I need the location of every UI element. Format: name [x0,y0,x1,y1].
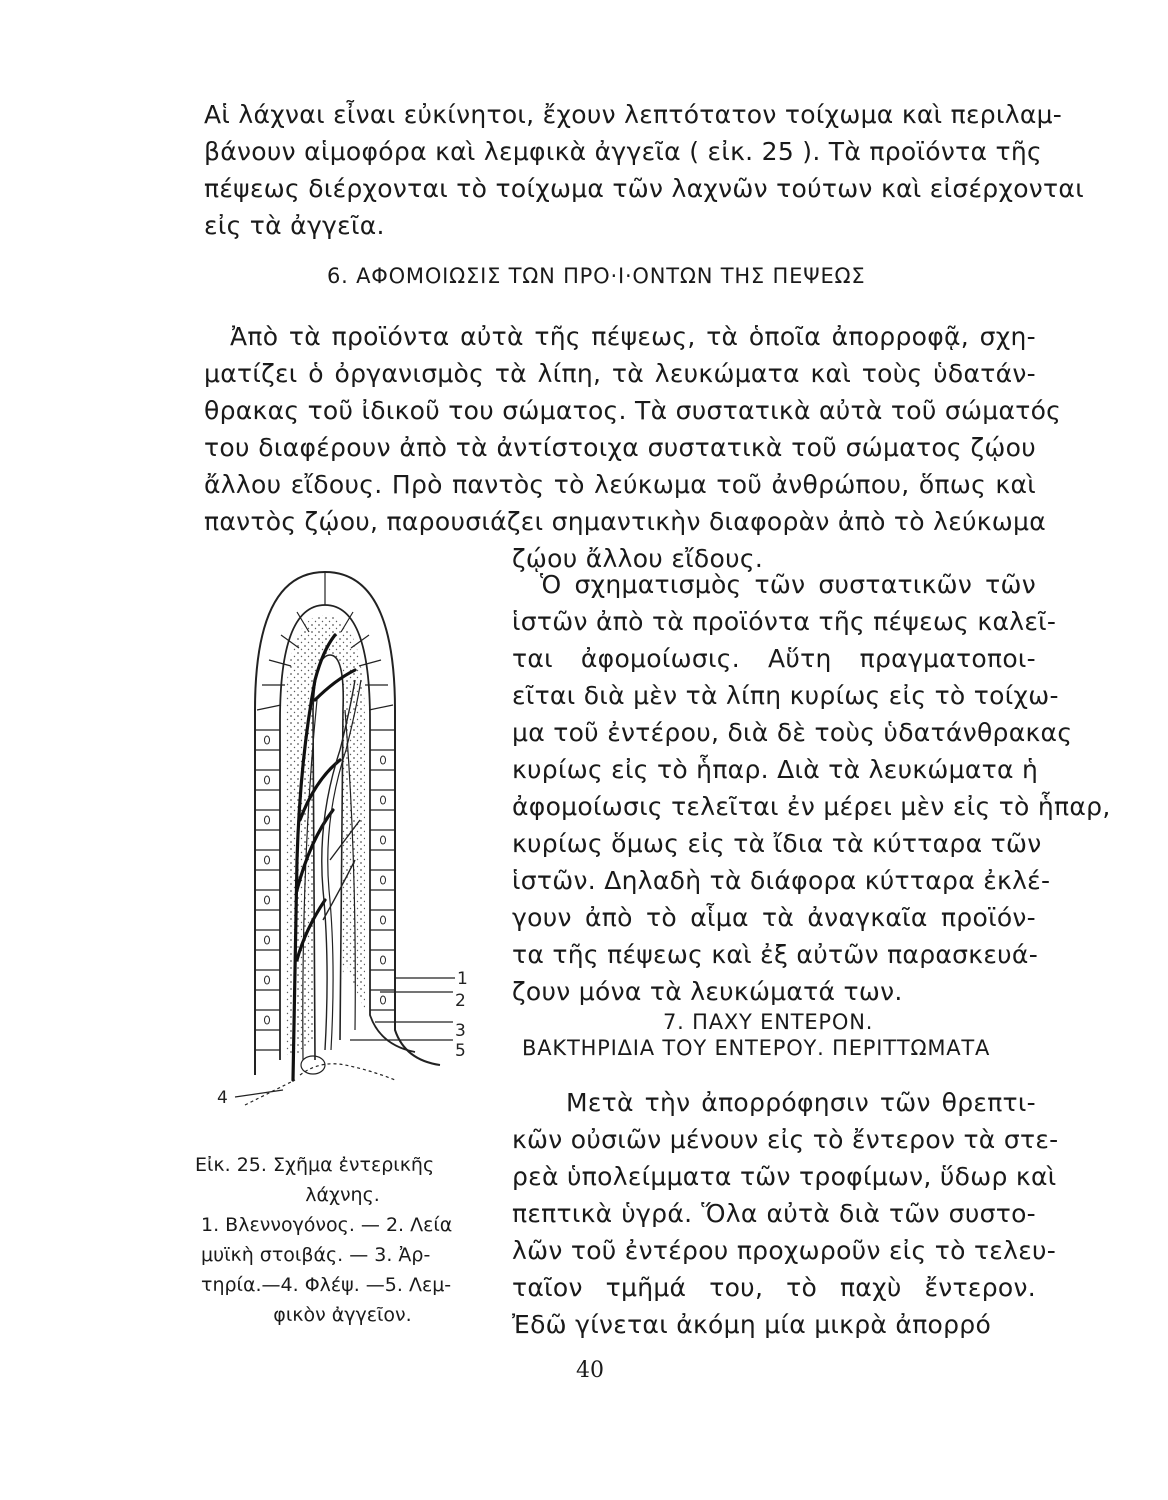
caption-line: τηρία.—4. Φλέψ. —5. Λεμ- [201,1274,452,1296]
text-line: ζῴου ἄλλου εἴδους. [512,544,764,573]
figure-caption [195,1150,490,1330]
text-line: βάνουν αἱμοφόρα καὶ λεμφικὰ ἀγγεῖα ( εἰκ. 25 ). Τὰ προϊόντα τῆς [204,137,1042,166]
text-line: παντὸς ζῴου, παρουσιάζει σημαντικὴν διαφορὰν ἀπὸ τὸ λεύκωμα [204,507,1047,536]
section-7-heading-line-2: ΒΑΚΤΗΡΙΔΙΑ ΤΟΥ ΕΝΤΕΡΟΥ. ΠΕΡΙΤΤΩΜΑΤΑ [522,1036,991,1060]
figure-label-1: 1 [457,969,468,989]
text-line: Αἱ λάχναι εἶναι εὐκίνητοι, ἔχουν λεπτότατον τοίχωμα καὶ περιλαμ- [204,100,1063,129]
text-line: ἄλλου εἴδους. Πρὸ παντὸς τὸ λεύκωμα τοῦ ἀνθρώπου, ὅπως καὶ [204,470,1036,499]
text-line: εἰς τὰ ἀγγεῖα. [204,211,385,240]
text-line: ζουν μόνα τὰ λευκώματά των. [512,977,903,1006]
label-leader-lines [235,978,455,1097]
text-line: ρεὰ ὑπολείμματα τῶν τροφίμων, ὕδωρ καὶ [512,1162,1057,1191]
caption-line: μυϊκὴ στοιβάς. — 3. Ἀρ- [201,1244,431,1266]
text-line: ταῖον τμῆμά του, τὸ παχὺ ἔντερον. [512,1273,1036,1302]
text-line: τα τῆς πέψεως καὶ ἐξ αὐτῶν παρασκευά- [512,940,1039,969]
figure-label-2: 2 [455,991,466,1011]
text-line: Ἐδῶ γίνεται ἀκόμη μία μικρὰ ἀπορρό [512,1310,992,1339]
figure-label-4: 4 [217,1088,228,1108]
text-line: πεπτικὰ ὑγρά. Ὅλα αὐτὰ διὰ τῶν συστο- [512,1199,1036,1228]
text-line: εῖται διὰ μὲν τὰ λίπη κυρίως εἰς τὸ τοίχω- [512,681,1059,710]
villus-base [245,1064,395,1105]
text-line: λῶν τοῦ ἐντέρου προχωροῦν εἰς τὸ τελευ- [512,1236,1057,1265]
intestinal-villus-figure [205,560,505,1120]
figure-label-3: 3 [455,1021,466,1041]
figure-label-5: 5 [455,1041,466,1061]
text-line: κυρίως ὅμως εἰς τὰ ἴδια τὰ κύτταρα τῶν [512,829,1042,858]
text-line: Ἀπὸ τὰ προϊόντα αὐτὰ τῆς πέψεως, τὰ ὁποῖα ἀπορροφᾷ, σχη- [230,322,1036,351]
text-line: μα τοῦ ἐντέρου, διὰ δὲ τοὺς ὑδατάνθρακας [512,718,1073,747]
intro-paragraph [204,96,1084,244]
text-line: Ὁ σχηματισμὸς τῶν συστατικῶν τῶν [540,570,1036,599]
text-line: γουν ἀπὸ τὸ αἷμα τὰ ἀναγκαῖα προϊόν- [512,903,1036,932]
section-6-heading: 6. ΑΦΟΜΟΙΩΣΙΣ ΤΩΝ ΠΡΟ·Ι·ΟΝΤΩΝ ΤΗΣ ΠΕΨΕΩΣ [327,264,866,288]
page-number: 40 [576,1358,604,1383]
caption-line: λάχνης. [305,1184,380,1206]
caption-line: Εἰκ. 25. Σχῆμα ἐντερικῆς [195,1154,435,1176]
lymph-nodule [301,1056,325,1074]
text-line: πέψεως διέρχονται τὸ τοίχωμα τῶν λαχνῶν τούτων καὶ εἰσέρχονται [204,174,1084,203]
text-line: κῶν οὐσιῶν μένουν εἰς τὸ ἔντερον τὰ στε- [512,1125,1059,1154]
section-7-heading-line-1: 7. ΠΑΧΥ ΕΝΤΕΡΟΝ. [663,1010,874,1034]
section-7-paragraph [512,1084,1059,1343]
text-line: ἀφομοίωσις τελεῖται ἐν μέρει μὲν εἰς τὸ ἧπαρ, [512,792,1111,821]
text-line: ἱστῶν. Δηλαδὴ τὰ διάφορα κύτταρα ἐκλέ- [512,866,1051,895]
section-6-paragraph-2 [512,566,1111,1010]
text-line: κυρίως εἰς τὸ ἧπαρ. Διὰ τὰ λευκώματα ἡ [512,755,1039,784]
text-line: του διαφέρουν ἀπὸ τὰ ἀντίστοιχα συστατικὰ τοῦ σώματος ζῴου [204,433,1036,462]
text-line: Μετὰ τὴν ἀπορρόφησιν τῶν θρεπτι- [566,1088,1036,1117]
text-line: ται ἀφομοίωσις. Αὕτη πραγματοποι- [512,644,1036,673]
section-6-paragraph-1 [204,318,1062,577]
text-line: θρακας τοῦ ἰδικοῦ του σώματος. Τὰ συστατικὰ αὐτὰ τοῦ σώματός [204,396,1062,425]
text-line: ἱστῶν ἀπὸ τὰ προϊόντα τῆς πέψεως καλεῖ- [512,607,1057,636]
caption-line: φικὸν ἀγγεῖον. [273,1304,412,1326]
villus-diagram [205,560,505,1120]
caption-line: 1. Βλεννογόνος. — 2. Λεία [201,1214,453,1236]
text-line: ματίζει ὁ ὀργανισμὸς τὰ λίπη, τὰ λευκώματα καὶ τοὺς ὑδατάν- [204,359,1036,388]
